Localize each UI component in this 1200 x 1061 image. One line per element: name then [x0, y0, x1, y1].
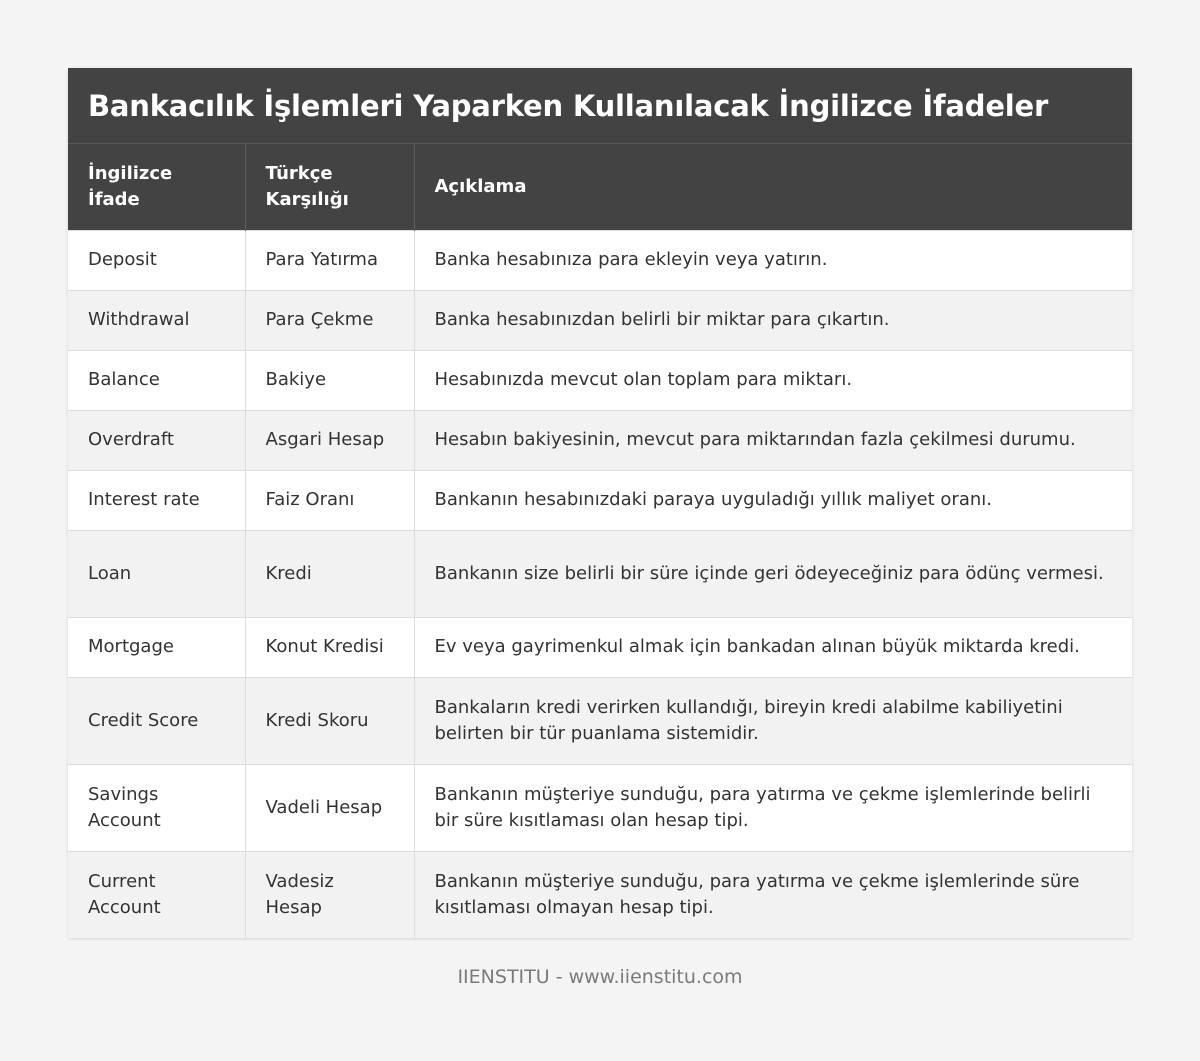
cell-english: Withdrawal [68, 290, 245, 350]
table-card [68, 68, 1132, 938]
table-row [68, 290, 1132, 350]
cell-english: Current Account [68, 851, 245, 938]
table-header-row [68, 144, 1132, 230]
cell-turkish: Kredi Skoru [245, 677, 414, 764]
table-row [68, 410, 1132, 470]
column-header-turkish: Türkçe Karşılığı [245, 144, 414, 230]
cell-description: Bankanın hesabınızdaki paraya uyguladığı yıllık maliyet oranı. [414, 470, 1132, 530]
cell-description: Banka hesabınızdan belirli bir miktar para çıkartın. [414, 290, 1132, 350]
page-title: Bankacılık İşlemleri Yaparken Kullanılacak İngilizce İfadeler [68, 68, 1132, 144]
cell-turkish: Bakiye [245, 350, 414, 410]
table-row [68, 764, 1132, 851]
cell-description: Ev veya gayrimenkul almak için bankadan alınan büyük miktarda kredi. [414, 617, 1132, 677]
cell-turkish: Para Yatırma [245, 230, 414, 290]
cell-english: Loan [68, 530, 245, 617]
cell-english: Deposit [68, 230, 245, 290]
cell-turkish: Kredi [245, 530, 414, 617]
phrases-table [68, 144, 1132, 938]
table-row [68, 851, 1132, 938]
column-header-english: İngilizce İfade [68, 144, 245, 230]
cell-turkish: Para Çekme [245, 290, 414, 350]
cell-description: Hesabın bakiyesinin, mevcut para miktarından fazla çekilmesi durumu. [414, 410, 1132, 470]
table-row [68, 350, 1132, 410]
footer-credit: IIENSTITU - www.iienstitu.com [457, 966, 743, 988]
cell-description: Bankanın müşteriye sunduğu, para yatırma ve çekme işlemlerinde süre kısıtlaması olmayan hesap tipi. [414, 851, 1132, 938]
table-row [68, 470, 1132, 530]
cell-turkish: Faiz Oranı [245, 470, 414, 530]
cell-english: Balance [68, 350, 245, 410]
cell-turkish: Vadesiz Hesap [245, 851, 414, 938]
cell-description: Hesabınızda mevcut olan toplam para miktarı. [414, 350, 1132, 410]
cell-english: Credit Score [68, 677, 245, 764]
cell-english: Interest rate [68, 470, 245, 530]
cell-description: Bankanın size belirli bir süre içinde geri ödeyeceğiniz para ödünç vermesi. [414, 530, 1132, 617]
cell-english: Overdraft [68, 410, 245, 470]
table-row [68, 617, 1132, 677]
cell-description: Bankaların kredi verirken kullandığı, bireyin kredi alabilme kabiliyetini belirten bir tür puanlama sistemidir. [414, 677, 1132, 764]
cell-turkish: Konut Kredisi [245, 617, 414, 677]
cell-description: Banka hesabınıza para ekleyin veya yatırın. [414, 230, 1132, 290]
column-header-description: Açıklama [414, 144, 1132, 230]
table-row [68, 677, 1132, 764]
cell-english: Savings Account [68, 764, 245, 851]
cell-description: Bankanın müşteriye sunduğu, para yatırma ve çekme işlemlerinde belirli bir süre kısıtlaması olan hesap tipi. [414, 764, 1132, 851]
cell-turkish: Vadeli Hesap [245, 764, 414, 851]
cell-english: Mortgage [68, 617, 245, 677]
table-row [68, 230, 1132, 290]
cell-turkish: Asgari Hesap [245, 410, 414, 470]
table-row [68, 530, 1132, 617]
